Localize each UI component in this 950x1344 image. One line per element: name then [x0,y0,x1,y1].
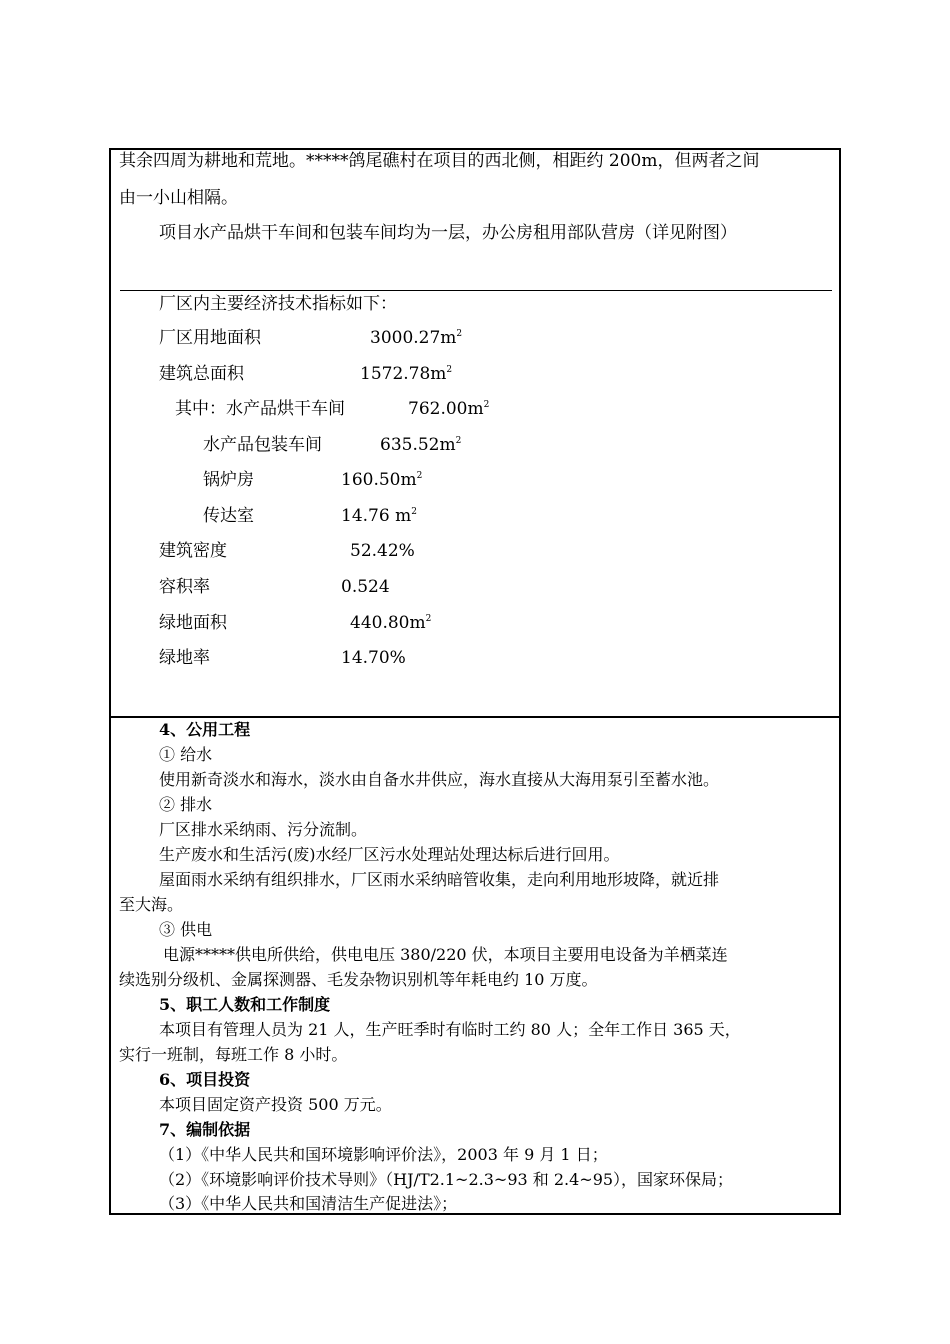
text-line: 其余四周为耕地和荒地。*****鸽尾礁村在项目的西北侧，相距约 200m，但两者之间 [119,151,760,171]
indicator-value: $3000.27m^2$ [370,328,463,348]
indicator-label: 其中：水产品烘干车间 [175,399,345,419]
indicator-label: 绿地率 [159,648,210,668]
indicator-label: 建筑密度 [159,541,227,561]
section-heading: 6、项目投资 [159,1070,251,1089]
text-line: 本项目固定资产投资 500 万元。 [159,1095,392,1114]
indicator-label: 厂区用地面积 [159,328,261,348]
reference-item: （2）《环境影响评价技术导则》（HJ/T2.1~2.3~93 和 2.4~95），国家环保局； [159,1170,734,1189]
indicator-value: 14.70% [341,648,406,668]
indicator-value: 0.524 [341,577,390,597]
indicator-label: 绿地面积 [159,613,227,633]
indicator-label: 建筑总面积 [159,364,244,384]
text-line: 项目水产品烘干车间和包装车间均为一层，办公房租用部队营房（详见附图） [159,223,737,243]
indicator-label: 容积率 [159,577,210,597]
indicator-value: $1572.78m^2$ [360,364,453,384]
indicators-heading: 厂区内主要经济技术指标如下： [159,294,397,314]
text-line: 生产废水和生活污(废)水经厂区污水处理站处理达标后进行回用。 [159,845,620,864]
indicator-value: $762.00m^2$ [408,399,490,419]
text-line: 使用新奇淡水和海水，淡水由自备水井供应，海水直接从大海用泵引至蓄水池。 [159,770,720,789]
text-line: 至大海。 [119,895,184,914]
subsection-title: ② 排水 [159,795,213,814]
text-line: 电源*****供电所供给，供电电压 380/220 伏，本项目主要用电设备为羊栖菜连 [163,945,728,964]
indicator-value: $160.50m^2$ [341,470,423,490]
indicator-value: $440.80m^2$ [350,613,432,633]
subsection-title: ③ 供电 [159,920,213,939]
subsection-title: ① 给水 [159,745,213,764]
reference-item: （3）《中华人民共和国清洁生产促进法》； [159,1194,458,1213]
section-heading: 5、职工人数和工作制度 [159,995,331,1014]
section-divider [120,290,832,291]
indicator-label: 锅炉房 [203,470,254,490]
indicator-label: 水产品包装车间 [203,435,322,455]
section-heading: 7、编制依据 [159,1120,251,1139]
text-line: 屋面雨水采纳有组织排水，厂区雨水采纳暗管收集，走向利用地形坡降，就近排 [159,870,720,889]
indicator-value: 14.76 $m^2$ [341,506,417,526]
section-heading: 4、公用工程 [159,720,251,739]
indicator-value: 52.42% [350,541,415,561]
indicator-label: 传达室 [203,506,254,526]
text-line: 厂区排水采纳雨、污分流制。 [159,820,368,839]
text-line: 实行一班制，每班工作 8 小时。 [119,1045,348,1064]
text-line: 由一小山相隔。 [119,188,238,208]
section-divider [110,716,840,718]
text-line: 本项目有管理人员为 21 人，生产旺季时有临时工约 80 人；全年工作日 365 天， [159,1020,741,1039]
reference-item: （1）《中华人民共和国环境影响评价法》，2003 年 9 月 1 日； [159,1145,608,1164]
text-line: 续选别分级机、金属探测器、毛发杂物识别机等年耗电约 10 万度。 [119,970,598,989]
indicator-value: $635.52m^2$ [380,435,462,455]
